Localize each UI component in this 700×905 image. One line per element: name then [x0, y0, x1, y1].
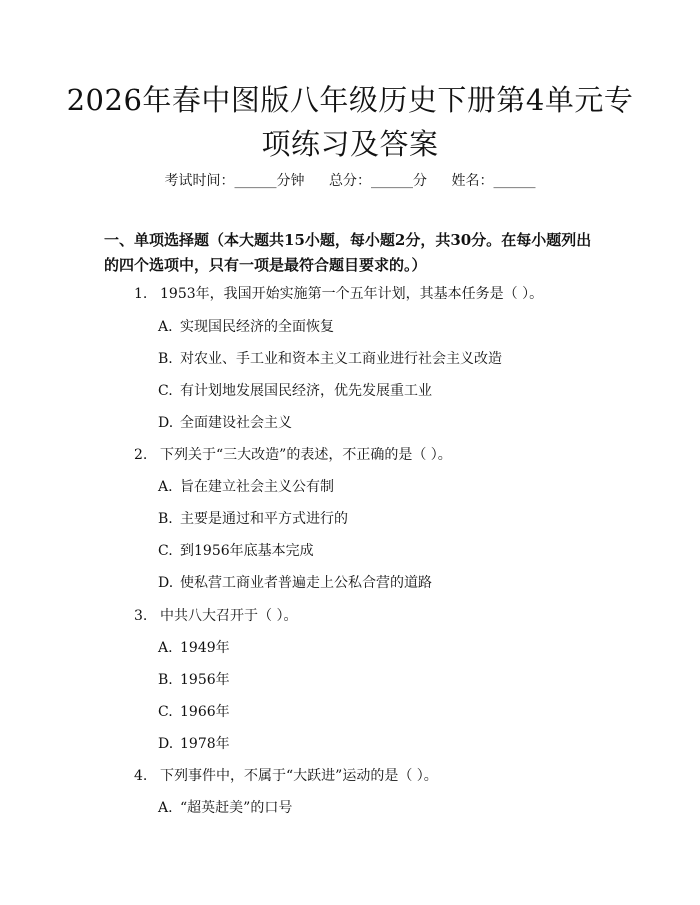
- option-letter: C.: [158, 704, 173, 720]
- option-letter: C.: [158, 543, 173, 559]
- option-text: 1949年: [180, 640, 230, 656]
- student-name-field: 姓名：______: [451, 173, 536, 189]
- option-letter: C.: [158, 383, 173, 399]
- option-letter: B.: [158, 672, 173, 688]
- option-2c: [158, 540, 314, 560]
- option-letter: A.: [158, 640, 173, 656]
- title-line-1: 2026年春中图版八年级历史下册第4单元专: [66, 83, 634, 117]
- option-1a: [158, 316, 334, 336]
- question-3: [134, 605, 297, 625]
- option-2a: [158, 476, 334, 496]
- option-text: 1956年: [180, 672, 230, 688]
- question-number: 2.: [134, 447, 148, 463]
- option-text: 旨在建立社会主义公有制: [180, 479, 334, 495]
- question-number: 1.: [134, 286, 148, 302]
- question-number: 3.: [134, 608, 148, 624]
- option-text: 1966年: [180, 704, 230, 720]
- option-text: 使私营工商业者普遍走上公私合营的道路: [180, 575, 432, 591]
- option-letter: A.: [158, 800, 173, 816]
- section-heading: 一、单项选择题（本大题共15小题，每小题2分，共30分。在每小题列出的四个选项中，只有一项是最符合题目要求的。）: [104, 231, 592, 274]
- option-text: 对农业、手工业和资本主义工商业进行社会主义改造: [180, 351, 502, 367]
- question-text: 1953年，我国开始实施第一个五年计划，其基本任务是（ ）。: [160, 286, 544, 302]
- question-4: [134, 765, 438, 785]
- option-letter: B.: [158, 351, 173, 367]
- question-text: 下列事件中，不属于“大跃进”运动的是（ ）。: [160, 768, 438, 784]
- question-text: 中共八大召开于（ ）。: [160, 608, 298, 624]
- option-1c: [158, 380, 432, 400]
- option-1d: [158, 412, 292, 432]
- question-number: 4.: [134, 768, 148, 784]
- option-text: 全面建设社会主义: [180, 415, 292, 431]
- option-letter: A.: [158, 479, 173, 495]
- question-1: [134, 283, 543, 303]
- question-2: [134, 444, 452, 464]
- option-text: 1978年: [180, 736, 230, 752]
- option-2d: [158, 572, 432, 592]
- option-letter: D.: [158, 415, 174, 431]
- option-3b: [158, 669, 230, 689]
- document-title: [60, 78, 640, 166]
- option-text: “超英赶美”的口号: [180, 800, 293, 816]
- option-3d: [158, 733, 230, 753]
- option-letter: B.: [158, 511, 173, 527]
- option-text: 到1956年底基本完成: [180, 543, 314, 559]
- option-1b: [158, 348, 502, 368]
- option-3a: [158, 637, 230, 657]
- exam-info-line: [0, 170, 700, 190]
- option-letter: D.: [158, 575, 174, 591]
- total-score-field: 总分：______分: [329, 173, 427, 189]
- option-text: 主要是通过和平方式进行的: [180, 511, 348, 527]
- option-letter: A.: [158, 319, 173, 335]
- exam-time-field: 考试时间：______分钟: [164, 173, 305, 189]
- option-2b: [158, 508, 348, 528]
- option-3c: [158, 701, 230, 721]
- option-4a: [158, 797, 292, 817]
- title-line-2: 项练习及答案: [261, 127, 439, 161]
- option-text: 实现国民经济的全面恢复: [180, 319, 334, 335]
- question-text: 下列关于“三大改造”的表述，不正确的是（ ）。: [160, 447, 452, 463]
- option-text: 有计划地发展国民经济，优先发展重工业: [180, 383, 432, 399]
- option-letter: D.: [158, 736, 174, 752]
